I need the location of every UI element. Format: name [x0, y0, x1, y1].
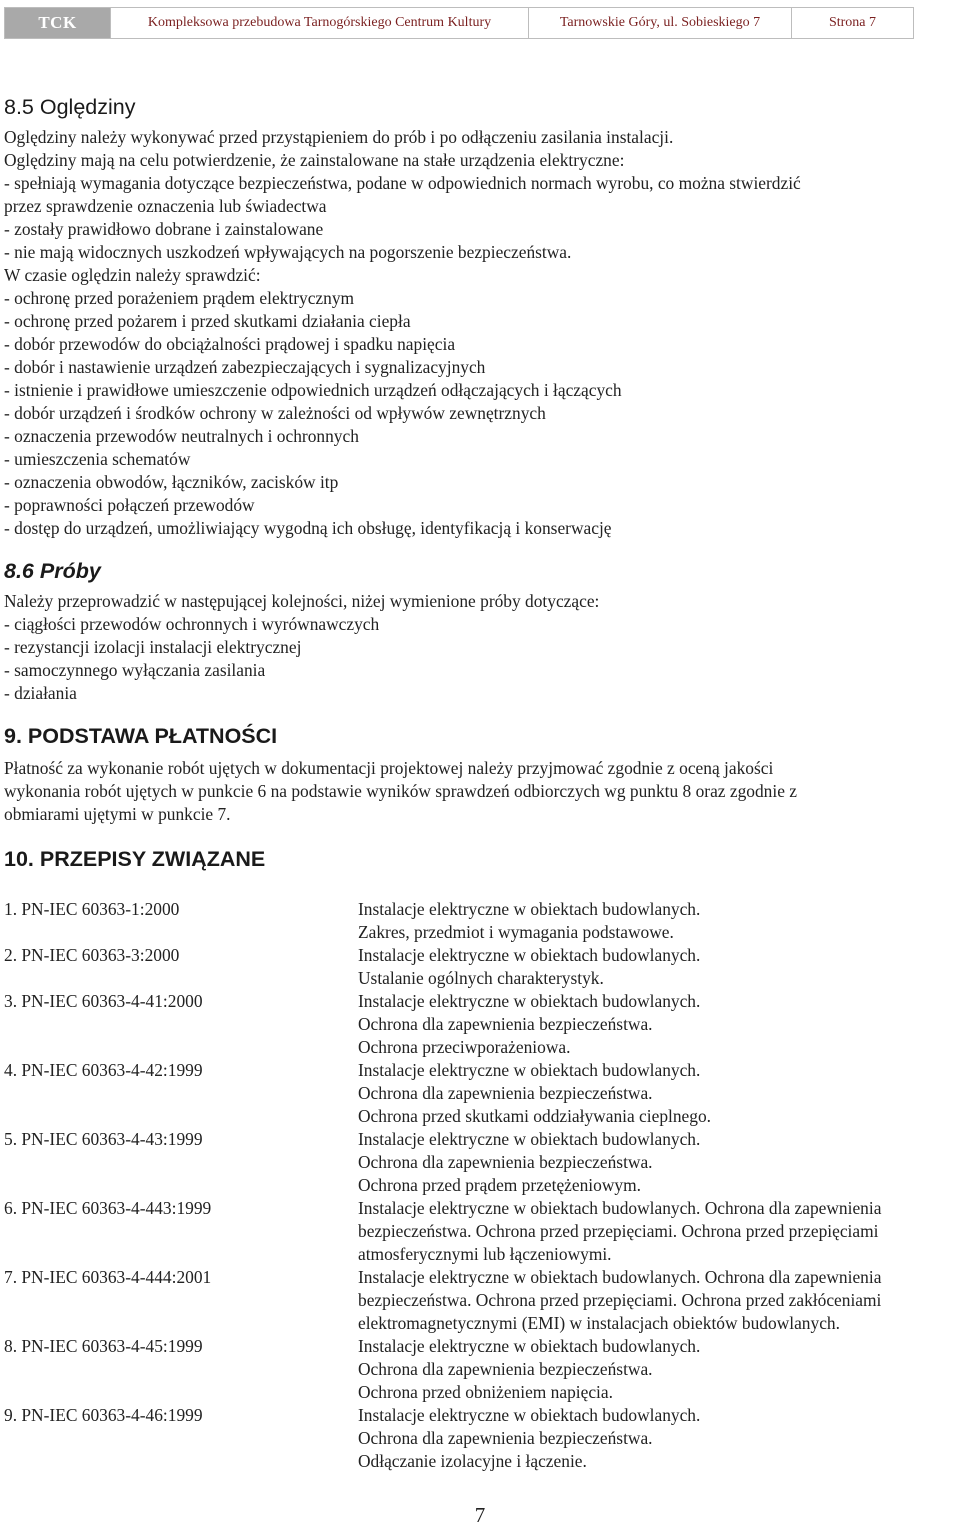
text-line: - oznaczenia przewodów neutralnych i ochronnych [4, 426, 359, 446]
section-heading: 9. PODSTAWA PŁATNOŚCI [4, 724, 278, 748]
text-line: - ochronę przed porażeniem prądem elektrycznym [4, 288, 355, 308]
section-heading: 10. PRZEPISY ZWIĄZANE [4, 847, 266, 871]
table-row [4, 944, 960, 990]
description-line: Ochrona dla zapewnienia bezpieczeństwa. [358, 1152, 653, 1172]
standard-reference: 3. PN-IEC 60363-4-41:2000 [4, 991, 203, 1011]
standard-reference: 1. PN-IEC 60363-1:2000 [4, 899, 180, 919]
description-line: bezpieczeństwa. Ochrona przed przepięciami. Ochrona przed przepięciami [358, 1221, 879, 1241]
description-line: Instalacje elektryczne w obiektach budowlanych. [358, 1336, 701, 1356]
description-line: Zakres, przedmiot i wymagania podstawowe. [358, 922, 674, 942]
standard-description [358, 1128, 960, 1197]
text-line: - dobór i nastawienie urządzeń zabezpieczających i sygnalizacyjnych [4, 357, 486, 377]
table-row [4, 1197, 960, 1266]
section-text [4, 126, 960, 540]
table-row [4, 1128, 960, 1197]
description-line: elektromagnetycznymi (EMI) w instalacjach obiektów budowlanych. [358, 1313, 840, 1333]
text-line: - ochronę przed pożarem i przed skutkami działania ciepła [4, 311, 411, 331]
description-line: Ustalanie ogólnych charakterystyk. [358, 968, 604, 988]
text-line: Oględziny należy wykonywać przed przystąpieniem do prób i po odłączeniu zasilania instalacji. [4, 127, 674, 147]
standard-description [358, 898, 960, 944]
text-line: - działania [4, 683, 77, 703]
standard-reference: 5. PN-IEC 60363-4-43:1999 [4, 1129, 203, 1149]
text-line: - oznaczenia obwodów, łączników, zacisków itp [4, 472, 339, 492]
description-line: Instalacje elektryczne w obiektach budowlanych. [358, 945, 701, 965]
section-heading: 8.5 Oględziny [4, 95, 136, 119]
header-page-label: Strona 7 [828, 15, 877, 30]
page-number: 7 [474, 1503, 486, 1527]
section-heading: 8.6 Próby [4, 559, 101, 583]
standard-description [358, 1335, 960, 1404]
text-line: Należy przeprowadzić w następującej kolejności, niżej wymienione próby dotyczące: [4, 591, 600, 611]
standard-reference: 4. PN-IEC 60363-4-42:1999 [4, 1060, 203, 1080]
tck-logo: TCK [5, 8, 111, 38]
text-line: - poprawności połączeń przewodów [4, 495, 255, 515]
description-line: atmosferycznymi lub łączeniowymi. [358, 1244, 612, 1264]
table-row [4, 1266, 960, 1335]
text-line: - umieszczenia schematów [4, 449, 191, 469]
section-text [4, 590, 960, 705]
description-line: Instalacje elektryczne w obiektach budowlanych. [358, 991, 701, 1011]
standard-description [358, 990, 960, 1059]
document-title: Kompleksowa przebudowa Tarnogórskiego Centrum Kultury [111, 8, 529, 38]
text-line: Płatność za wykonanie robót ujętych w dokumentacji projektowej należy przyjmować zgodnie z oceną jakości [4, 758, 774, 778]
text-line: - dobór przewodów do obciążalności prądowej i spadku napięcia [4, 334, 456, 354]
description-line: Ochrona przed obniżeniem napięcia. [358, 1382, 613, 1402]
description-line: Ochrona dla zapewnienia bezpieczeństwa. [358, 1083, 653, 1103]
text-line: Oględziny mają na celu potwierdzenie, że zainstalowane na stałe urządzenia elektryczne: [4, 150, 625, 170]
description-line: Instalacje elektryczne w obiektach budowlanych. [358, 899, 701, 919]
description-line: Odłączanie izolacyjne i łączenie. [358, 1451, 587, 1471]
description-line: Ochrona dla zapewnienia bezpieczeństwa. [358, 1359, 653, 1379]
text-line: - samoczynnego wyłączania zasilania [4, 660, 266, 680]
description-line: Ochrona przeciwporażeniowa. [358, 1037, 571, 1057]
standard-reference: 6. PN-IEC 60363-4-443:1999 [4, 1198, 212, 1218]
table-row [4, 1059, 960, 1128]
text-line: obmiarami ujętymi w punkcie 7. [4, 804, 231, 824]
standard-description [358, 1404, 960, 1473]
standard-description [358, 1059, 960, 1128]
description-line: Instalacje elektryczne w obiektach budowlanych. [358, 1129, 701, 1149]
text-line: - istnienie i prawidłowe umieszczenie odpowiednich urządzeń odłączających i łączących [4, 380, 622, 400]
description-line: Instalacje elektryczne w obiektach budowlanych. Ochrona dla zapewnienia [358, 1267, 882, 1287]
table-row [4, 990, 960, 1059]
standard-description [358, 1266, 960, 1335]
description-line: Instalacje elektryczne w obiektach budowlanych. Ochrona dla zapewnienia [358, 1198, 882, 1218]
standard-reference: 9. PN-IEC 60363-4-46:1999 [4, 1405, 203, 1425]
standard-reference: 7. PN-IEC 60363-4-444:2001 [4, 1267, 212, 1287]
text-line: - dostęp do urządzeń, umożliwiający wygodną ich obsługę, identyfikacją i konserwację [4, 518, 612, 538]
description-line: Ochrona dla zapewnienia bezpieczeństwa. [358, 1428, 653, 1448]
description-line: Ochrona dla zapewnienia bezpieczeństwa. [358, 1014, 653, 1034]
description-line: Ochrona przed skutkami oddziaływania cieplnego. [358, 1106, 712, 1126]
document-body [4, 94, 960, 1473]
description-line: Instalacje elektryczne w obiektach budowlanych. [358, 1060, 701, 1080]
description-line: bezpieczeństwa. Ochrona przed przepięciami. Ochrona przed zakłóceniami [358, 1290, 882, 1310]
table-row [4, 1335, 960, 1404]
document-address: Tarnowskie Góry, ul. Sobieskiego 7 [529, 8, 792, 38]
description-line: Instalacje elektryczne w obiektach budowlanych. [358, 1405, 701, 1425]
standard-reference: 2. PN-IEC 60363-3:2000 [4, 945, 180, 965]
standard-description [358, 944, 960, 990]
text-line: - ciągłości przewodów ochronnych i wyrównawczych [4, 614, 380, 634]
table-row [4, 1404, 960, 1473]
text-line: przez sprawdzenie oznaczenia lub świadectwa [4, 196, 327, 216]
text-line: - rezystancji izolacji instalacji elektrycznej [4, 637, 302, 657]
section-10 [4, 846, 960, 1473]
page-header [4, 7, 914, 39]
table-row [4, 898, 960, 944]
text-line: wykonania robót ujętych w punkcie 6 na podstawie wyników sprawdzeń odbiorczych wg punktu 8 oraz zgodnie z [4, 781, 797, 801]
standard-reference: 8. PN-IEC 60363-4-45:1999 [4, 1336, 203, 1356]
text-line: - spełniają wymagania dotyczące bezpieczeństwa, podane w odpowiednich normach wyrobu, co można stwierdzić [4, 173, 801, 193]
text-line: - zostały prawidłowo dobrane i zainstalowane [4, 219, 324, 239]
text-line: - dobór urządzeń i środków ochrony w zależności od wpływów zewnętrznych [4, 403, 546, 423]
text-line: - nie mają widocznych uszkodzeń wpływających na pogorszenie bezpieczeństwa. [4, 242, 572, 262]
text-line: W czasie oględzin należy sprawdzić: [4, 265, 261, 285]
section-9 [4, 723, 960, 826]
standards-table [4, 898, 960, 1473]
section-8-5 [4, 94, 960, 540]
description-line: Ochrona przed prądem przetężeniowym. [358, 1175, 641, 1195]
section-8-6 [4, 558, 960, 705]
section-text [4, 757, 960, 826]
standard-description [358, 1197, 960, 1266]
